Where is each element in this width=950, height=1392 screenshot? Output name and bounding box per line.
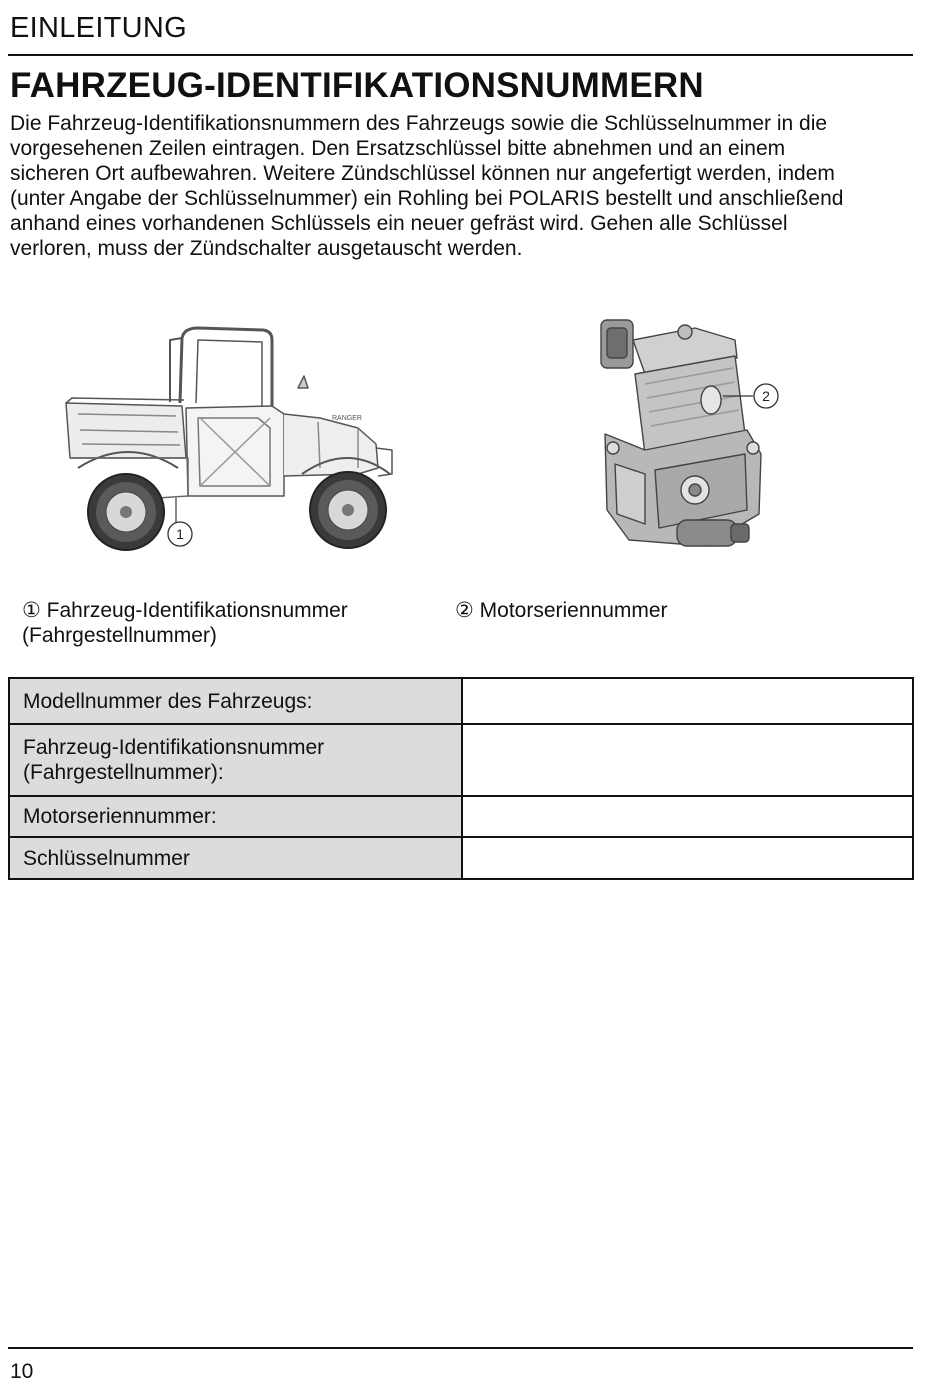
caption-vin-line1: ① Fahrzeug-Identifikationsnummer bbox=[22, 599, 348, 622]
row-label bbox=[9, 724, 462, 796]
caption-engine-serial-text: ② Motorseriennummer bbox=[455, 599, 668, 622]
vin-entry bbox=[462, 724, 913, 796]
callout-2-label: 2 bbox=[762, 388, 770, 404]
intro-line: verloren, muss der Zündschalter ausgetauscht werden. bbox=[10, 237, 523, 260]
section-header: EINLEITUNG bbox=[10, 12, 188, 44]
intro-line: Die Fahrzeug-Identifikationsnummern des Fahrzeugs sowie die Schlüsselnummer in die bbox=[10, 112, 828, 135]
caption-engine-serial bbox=[455, 598, 875, 623]
table-row bbox=[9, 678, 913, 724]
table-row bbox=[9, 796, 913, 837]
page-number: 10 bbox=[10, 1360, 34, 1383]
caption-vin-line2: (Fahrgestellnummer) bbox=[22, 624, 217, 647]
vehicle-decal: RANGER bbox=[332, 415, 362, 422]
engine-illustration bbox=[585, 314, 795, 564]
front-wheel bbox=[310, 472, 386, 548]
callout-1-label: 1 bbox=[176, 526, 184, 542]
caption-vin bbox=[22, 598, 442, 648]
row-label-text-line2: (Fahrgestellnummer): bbox=[23, 761, 224, 784]
key-number-entry bbox=[462, 837, 913, 879]
model-number-entry bbox=[462, 678, 913, 724]
intro-paragraph bbox=[10, 111, 915, 261]
table-row bbox=[9, 837, 913, 879]
rear-wheel bbox=[88, 474, 164, 550]
row-label bbox=[9, 837, 462, 879]
engine-serial-entry bbox=[462, 796, 913, 837]
intro-line: vorgesehenen Zeilen eintragen. Den Ersatzschlüssel bitte abnehmen und an einem bbox=[10, 137, 786, 160]
footer-divider bbox=[8, 1347, 913, 1349]
page-title: FAHRZEUG-IDENTIFIKATIONSNUMMERN bbox=[10, 66, 704, 105]
identification-table bbox=[8, 677, 914, 880]
row-label-text: Modellnummer des Fahrzeugs: bbox=[23, 689, 313, 713]
vehicle-illustration bbox=[58, 318, 408, 558]
header-divider bbox=[8, 54, 913, 56]
intro-line: (unter Angabe der Schlüsselnummer) ein Rohling bei POLARIS bestellt und anschließend bbox=[10, 187, 844, 210]
row-label-text: Schlüsselnummer bbox=[23, 846, 190, 870]
row-label-text: Fahrzeug-Identifikationsnummer bbox=[23, 736, 325, 759]
row-label-text: Motorseriennummer: bbox=[23, 805, 217, 828]
table-row bbox=[9, 724, 913, 796]
row-label bbox=[9, 796, 462, 837]
intro-line: anhand eines vorhandenen Schlüssels ein neuer gefräst wird. Gehen alle Schlüssel bbox=[10, 212, 788, 235]
intro-line: sicheren Ort aufbewahren. Weitere Zündschlüssel können nur angefertigt werden, indem bbox=[10, 162, 835, 185]
row-label bbox=[9, 678, 462, 724]
